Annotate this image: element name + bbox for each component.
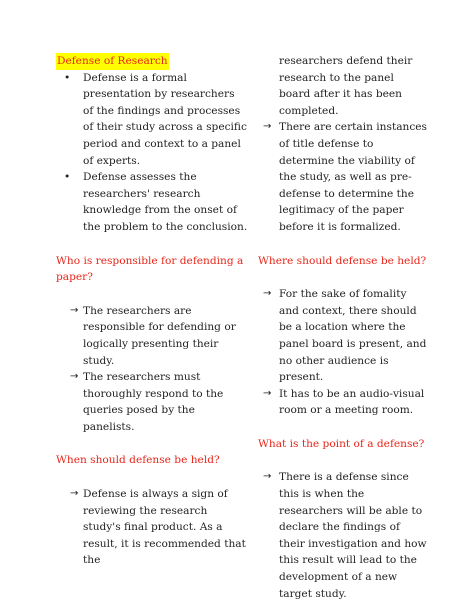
answer-list — [258, 286, 428, 419]
bullet-icon: • — [64, 71, 71, 84]
list-item: → The researchers must thoroughly respond to the queries posed by the panelists. — [70, 371, 224, 433]
left-column — [56, 53, 248, 569]
arrow-icon: → — [70, 371, 79, 383]
list-item: → It has to be an audio-visual room or a meeting room. — [263, 387, 425, 417]
document-title: Defense of Research — [56, 53, 169, 70]
arrow-icon: → — [263, 121, 272, 133]
arrow-icon: → — [70, 488, 79, 500]
section-heading: Who is responsible for defending a paper? — [56, 254, 244, 284]
answer-list — [258, 119, 428, 235]
section-heading: When should defense be held? — [56, 454, 220, 467]
bullet-icon: • — [64, 171, 71, 184]
list-item: • Defense assesses the researchers' research knowledge from the onset of the problem to the conclusion. — [64, 171, 248, 233]
list-item: → Defense is always a sign of reviewing the research study's final product. As a result, it is recommended that the — [70, 488, 246, 567]
list-item: → For the sake of fomality and context, there should be a location where the panel board is present, and no other audience is present. — [263, 288, 427, 384]
right-column — [258, 53, 428, 602]
section-heading: Where should defense be held? — [258, 254, 427, 267]
answer-list — [258, 469, 428, 602]
list-item: → There are certain instances of title defense to determine the viability of the study, as well as pre-defense to determine the legitimacy of the paper before it is formalized. — [263, 121, 427, 233]
continued-text: researchers defend their research to the panel board after it has been completed. — [279, 55, 413, 117]
answer-list — [56, 486, 248, 569]
answer-list — [56, 303, 248, 436]
arrow-icon: → — [263, 471, 272, 483]
section-heading: What is the point of a defense? — [258, 437, 425, 450]
list-item: → There is a defense since this is when the researchers will be able to declare the findings of their investigation and how this result will lead to the development of a new target study. — [263, 471, 427, 600]
arrow-icon: → — [70, 304, 79, 316]
list-item: → The researchers are responsible for defending or logically presenting their study. — [70, 304, 236, 367]
definition-list — [56, 70, 248, 236]
list-item: • Defense is a formal presentation by researchers of the findings and processes of their study across a specific period and context to a panel of experts. — [64, 71, 247, 167]
arrow-icon: → — [263, 387, 272, 399]
arrow-icon: → — [263, 288, 272, 300]
